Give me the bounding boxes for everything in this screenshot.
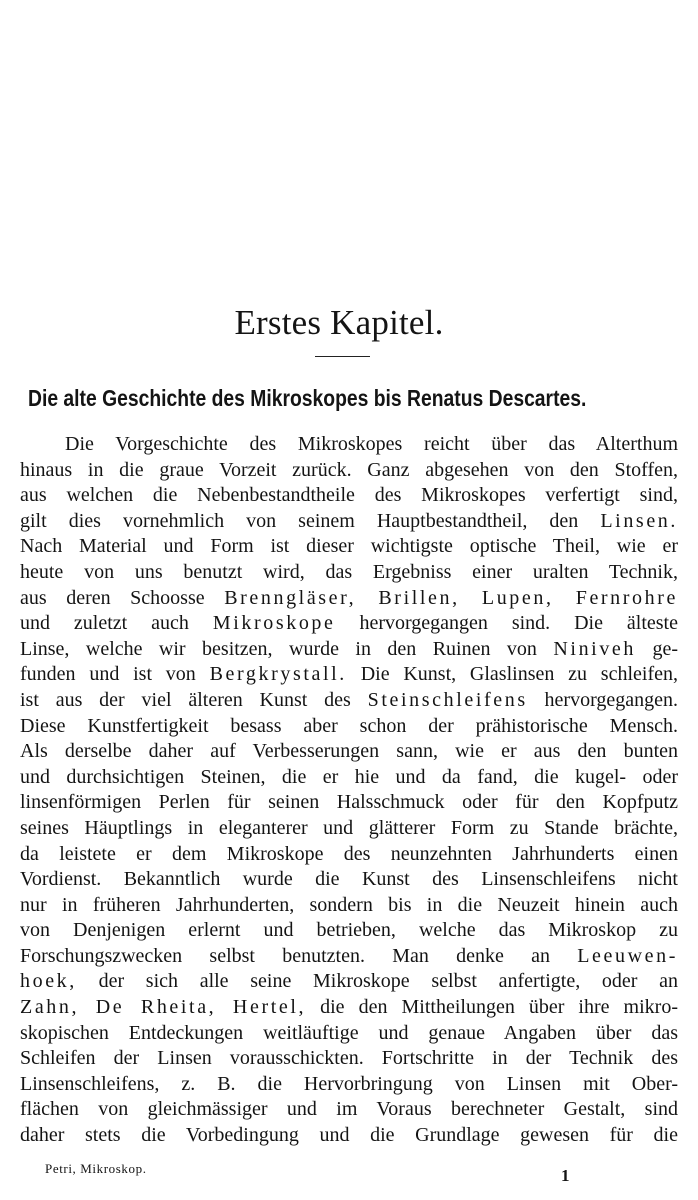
text-segment: aus welchen die Nebenbestandtheile des Mikroskopes verfertigt sind,: [20, 484, 678, 507]
text-line: [20, 790, 678, 816]
text-line: [20, 509, 678, 535]
spaced-emphasis: Steinschleifens: [367, 688, 528, 711]
text-line: [20, 483, 678, 509]
text-segment: Schleifen der Linsen vorausschickten. Fortschritte in der Technik des: [20, 1047, 678, 1070]
text-line: [20, 586, 678, 612]
text-segment: Linse, welche wir besitzen, wurde in den Ruinen von: [20, 637, 554, 660]
chapter-title: Erstes Kapitel.: [234, 303, 444, 342]
text-line: [20, 842, 678, 868]
spaced-emphasis: Niniveh: [553, 637, 637, 660]
text-line: [20, 688, 678, 714]
text-segment: der sich alle seine Mikroskope selbst anfertigte, oder an: [76, 970, 678, 993]
spaced-emphasis: Leeuwen-: [577, 944, 678, 967]
text-segment: Diese Kunstfertigkeit besass aber schon der prähistorische Mensch.: [20, 714, 678, 737]
text-line: [20, 816, 678, 842]
text-segment: Forschungszwecken selbst benutzten. Man denke an: [20, 944, 578, 967]
spaced-emphasis: Bergkrystall.: [209, 663, 347, 686]
text-line: [20, 944, 678, 970]
section-heading: Die alte Geschichte des Mikroskopes bis Renatus Descartes.: [28, 385, 587, 411]
text-line: [20, 662, 678, 688]
text-segment: flächen von gleichmässiger und im Voraus berechneter Gestalt, sind: [20, 1098, 678, 1121]
text-segment: Die Kunst, Glaslinsen zu schleifen,: [346, 663, 678, 686]
text-line: [20, 637, 678, 663]
text-segment: die den Mittheilungen über ihre mikro-: [306, 996, 678, 1019]
text-segment: heute von uns benutzt wird, das Ergebniss einer uralten Technik,: [20, 560, 678, 583]
text-line: [20, 969, 678, 995]
text-line: [20, 739, 678, 765]
spaced-emphasis: Zahn, De Rheita, Hertel,: [20, 996, 307, 1019]
text-segment: und zuletzt auch: [20, 612, 213, 635]
spaced-emphasis: Linsen.: [600, 509, 678, 532]
text-line: [20, 1021, 678, 1047]
text-line: [20, 560, 678, 586]
text-segment: nur in früheren Jahrhunderten, sondern bis in die Neuzeit hinein auch: [20, 893, 678, 916]
text-segment: hinaus in die graue Vorzeit zurück. Ganz abgesehen von den Stoffen,: [20, 458, 678, 481]
text-segment: ge-: [636, 637, 678, 660]
text-line: [20, 1097, 678, 1123]
text-segment: funden und ist von: [20, 663, 210, 686]
text-segment: aus deren Schoosse: [20, 586, 225, 609]
text-line: [20, 611, 678, 637]
text-line: [20, 893, 678, 919]
page-number: 1: [561, 1166, 570, 1185]
text-segment: Vordienst. Bekanntlich wurde die Kunst des Linsenschleifens nicht: [20, 868, 678, 891]
spaced-emphasis: Mikroskope: [212, 612, 336, 635]
text-segment: linsenförmigen Perlen für seinen Halsschmuck oder für den Kopfputz: [20, 791, 678, 814]
spaced-emphasis: Brenngläser, Brillen, Lupen, Fernrohre: [224, 586, 678, 609]
text-line: [20, 765, 678, 791]
text-segment: hervorgegangen.: [527, 688, 678, 711]
text-segment: skopischen Entdeckungen weitläuftige und genaue Angaben über das: [20, 1021, 678, 1044]
text-line: [20, 458, 678, 484]
text-segment: seines Häuptlings in eleganterer und glätterer Form zu Stande brächte,: [20, 816, 678, 839]
text-line: [20, 1123, 678, 1149]
text-segment: von Denjenigen erlernt und betrieben, welche das Mikroskop zu: [20, 919, 678, 942]
text-line: [20, 867, 678, 893]
title-rule: [315, 356, 370, 357]
footer-author-title: Petri, Mikroskop.: [45, 1161, 147, 1176]
text-line: [20, 714, 678, 740]
text-segment: Die Vorgeschichte des Mikroskopes reicht über das Alterthum: [65, 433, 678, 455]
text-segment: daher stets die Vorbedingung und die Grundlage gewesen für die: [20, 1124, 678, 1147]
spaced-emphasis: hoek,: [20, 970, 77, 993]
text-segment: Als derselbe daher auf Verbesserungen sann, wie er aus den bunten: [20, 740, 678, 763]
text-line: [20, 995, 678, 1021]
text-segment: Linsenschleifens, z. B. die Hervorbringung von Linsen mit Ober-: [20, 1072, 678, 1095]
body-text: [20, 432, 678, 1149]
text-segment: ist aus der viel älteren Kunst des: [20, 688, 368, 711]
text-line: [20, 1046, 678, 1072]
text-line: [20, 432, 678, 458]
text-line: [20, 534, 678, 560]
text-segment: hervorgegangen sind. Die älteste: [335, 612, 678, 635]
text-segment: und durchsichtigen Steinen, die er hie und da fand, die kugel- oder: [20, 765, 678, 788]
text-line: [20, 1072, 678, 1098]
text-segment: Nach Material und Form ist dieser wichtigste optische Theil, wie er: [20, 535, 678, 558]
text-segment: da leistete er dem Mikroskope des neunzehnten Jahrhunderts einen: [20, 842, 678, 865]
text-segment: gilt dies vornehmlich von seinem Hauptbestandtheil, den: [20, 509, 601, 532]
text-line: [20, 918, 678, 944]
